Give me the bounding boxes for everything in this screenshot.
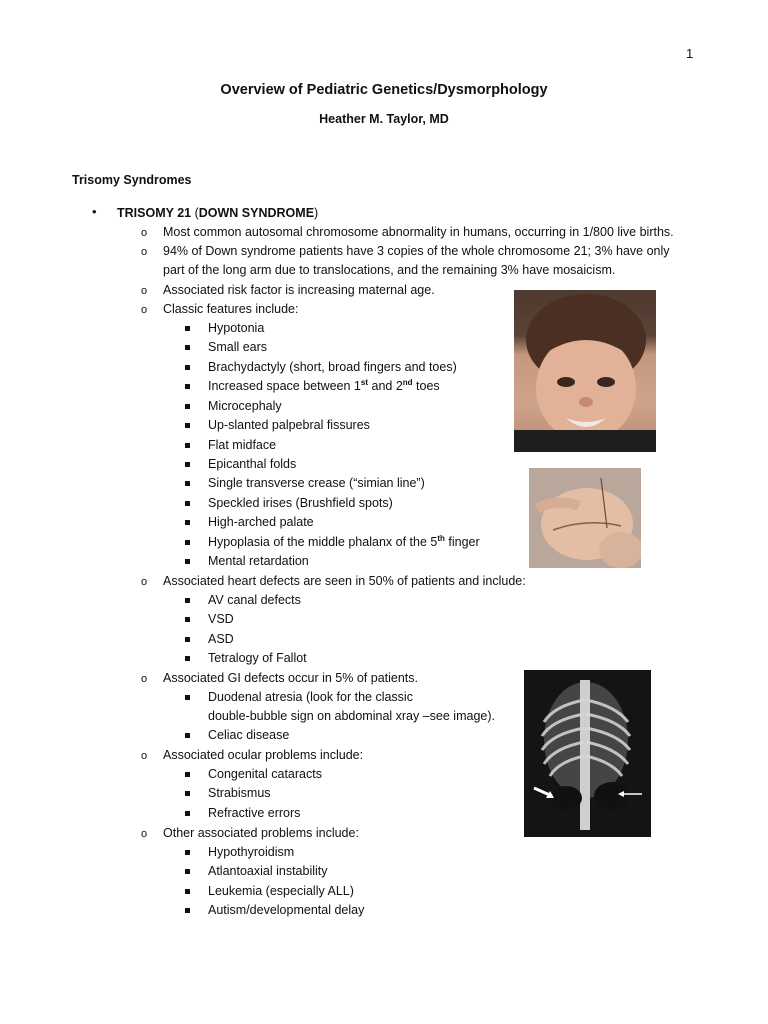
other-item: Hypothyroidism xyxy=(208,845,295,859)
other-item: Leukemia (especially ALL) xyxy=(208,884,354,898)
feature-item: Single transverse crease (“simian line”) xyxy=(208,476,425,490)
point-karyotype: 94% of Down syndrome patients have 3 copies of the whole chromosome 21; 3% have only xyxy=(163,244,670,258)
point-heart-defects: Associated heart defects are seen in 50% of patients and include: xyxy=(163,574,526,588)
gi-item-cont: double-bubble sign on abdominal xray –see image). xyxy=(208,709,495,723)
heart-item: Tetralogy of Fallot xyxy=(208,651,307,665)
feature-item: Up-slanted palpebral fissures xyxy=(208,418,370,432)
square-bullet xyxy=(185,598,190,603)
circle-bullet: o xyxy=(141,828,148,840)
square-bullet xyxy=(185,656,190,661)
circle-bullet: o xyxy=(141,246,148,258)
trisomy21-paren-open: ( xyxy=(191,206,199,220)
point-classic-features: Classic features include: xyxy=(163,302,299,316)
heart-item: AV canal defects xyxy=(208,593,301,607)
square-bullet xyxy=(185,850,190,855)
feature-item: Mental retardation xyxy=(208,554,309,568)
square-bullet xyxy=(185,404,190,409)
trisomy21-alias: DOWN SYNDROME xyxy=(198,206,315,220)
page-number: 1 xyxy=(686,46,694,61)
feature-item: High-arched palate xyxy=(208,515,314,529)
square-bullet xyxy=(185,384,190,389)
square-bullet xyxy=(185,423,190,428)
feature-item: Epicanthal folds xyxy=(208,457,297,471)
square-bullet xyxy=(185,637,190,642)
square-bullet xyxy=(185,772,190,777)
feature-item: Hypoplasia of the middle phalanx of the 5th finger xyxy=(208,534,480,549)
palm-crease-photo xyxy=(529,468,641,568)
circle-bullet: o xyxy=(141,285,148,297)
square-bullet xyxy=(185,501,190,506)
square-bullet xyxy=(185,791,190,796)
feature-item: Hypotonia xyxy=(208,321,265,335)
bullet-marker: • xyxy=(92,204,97,219)
point-other-problems: Other associated problems include: xyxy=(163,826,359,840)
other-item: Atlantoaxial instability xyxy=(208,864,328,878)
child-face-photo xyxy=(514,290,656,452)
square-bullet xyxy=(185,559,190,564)
feature-item: Brachydactyly (short, broad fingers and toes) xyxy=(208,360,457,374)
ocular-item: Strabismus xyxy=(208,786,271,800)
feature-item: Microcephaly xyxy=(208,399,282,413)
gi-item: Celiac disease xyxy=(208,728,290,742)
square-bullet xyxy=(185,733,190,738)
document-title: Overview of Pediatric Genetics/Dysmorphology xyxy=(220,82,548,98)
other-item: Autism/developmental delay xyxy=(208,903,365,917)
ocular-item: Refractive errors xyxy=(208,806,301,820)
point-gi-defects: Associated GI defects occur in 5% of patients. xyxy=(163,671,418,685)
square-bullet xyxy=(185,908,190,913)
circle-bullet: o xyxy=(141,750,148,762)
feature-item: Small ears xyxy=(208,340,268,354)
square-bullet xyxy=(185,695,190,700)
document-author: Heather M. Taylor, MD xyxy=(319,112,449,126)
circle-bullet: o xyxy=(141,673,148,685)
point-karyotype-cont: part of the long arm due to translocations, and the remaining 3% have mosaicism. xyxy=(163,263,616,277)
point-ocular: Associated ocular problems include: xyxy=(163,748,364,762)
section-heading: Trisomy Syndromes xyxy=(72,173,192,187)
square-bullet xyxy=(185,869,190,874)
point-risk-factor: Associated risk factor is increasing maternal age. xyxy=(163,283,435,297)
square-bullet xyxy=(185,481,190,486)
circle-bullet: o xyxy=(141,576,148,588)
trisomy21-paren-close: ) xyxy=(314,206,319,220)
abdominal-xray-image xyxy=(524,670,651,837)
point-prevalence: Most common autosomal chromosome abnormality in humans, occurring in 1/800 live births. xyxy=(163,225,674,239)
square-bullet xyxy=(185,443,190,448)
square-bullet xyxy=(185,365,190,370)
circle-bullet: o xyxy=(141,227,148,239)
trisomy21-heading xyxy=(117,206,318,221)
feature-item: Flat midface xyxy=(208,438,277,452)
square-bullet xyxy=(185,617,190,622)
square-bullet xyxy=(185,540,190,545)
square-bullet xyxy=(185,811,190,816)
gi-item: Duodenal atresia (look for the classic xyxy=(208,690,413,704)
square-bullet xyxy=(185,326,190,331)
heart-item: VSD xyxy=(208,612,234,626)
square-bullet xyxy=(185,889,190,894)
feature-item: Speckled irises (Brushfield spots) xyxy=(208,496,393,510)
square-bullet xyxy=(185,345,190,350)
ocular-item: Congenital cataracts xyxy=(208,767,322,781)
square-bullet xyxy=(185,520,190,525)
feature-item: Increased space between 1st and 2nd toes xyxy=(208,378,440,393)
circle-bullet: o xyxy=(141,304,148,316)
heart-item: ASD xyxy=(208,632,234,646)
square-bullet xyxy=(185,462,190,467)
trisomy21-name: TRISOMY 21 xyxy=(117,206,192,220)
